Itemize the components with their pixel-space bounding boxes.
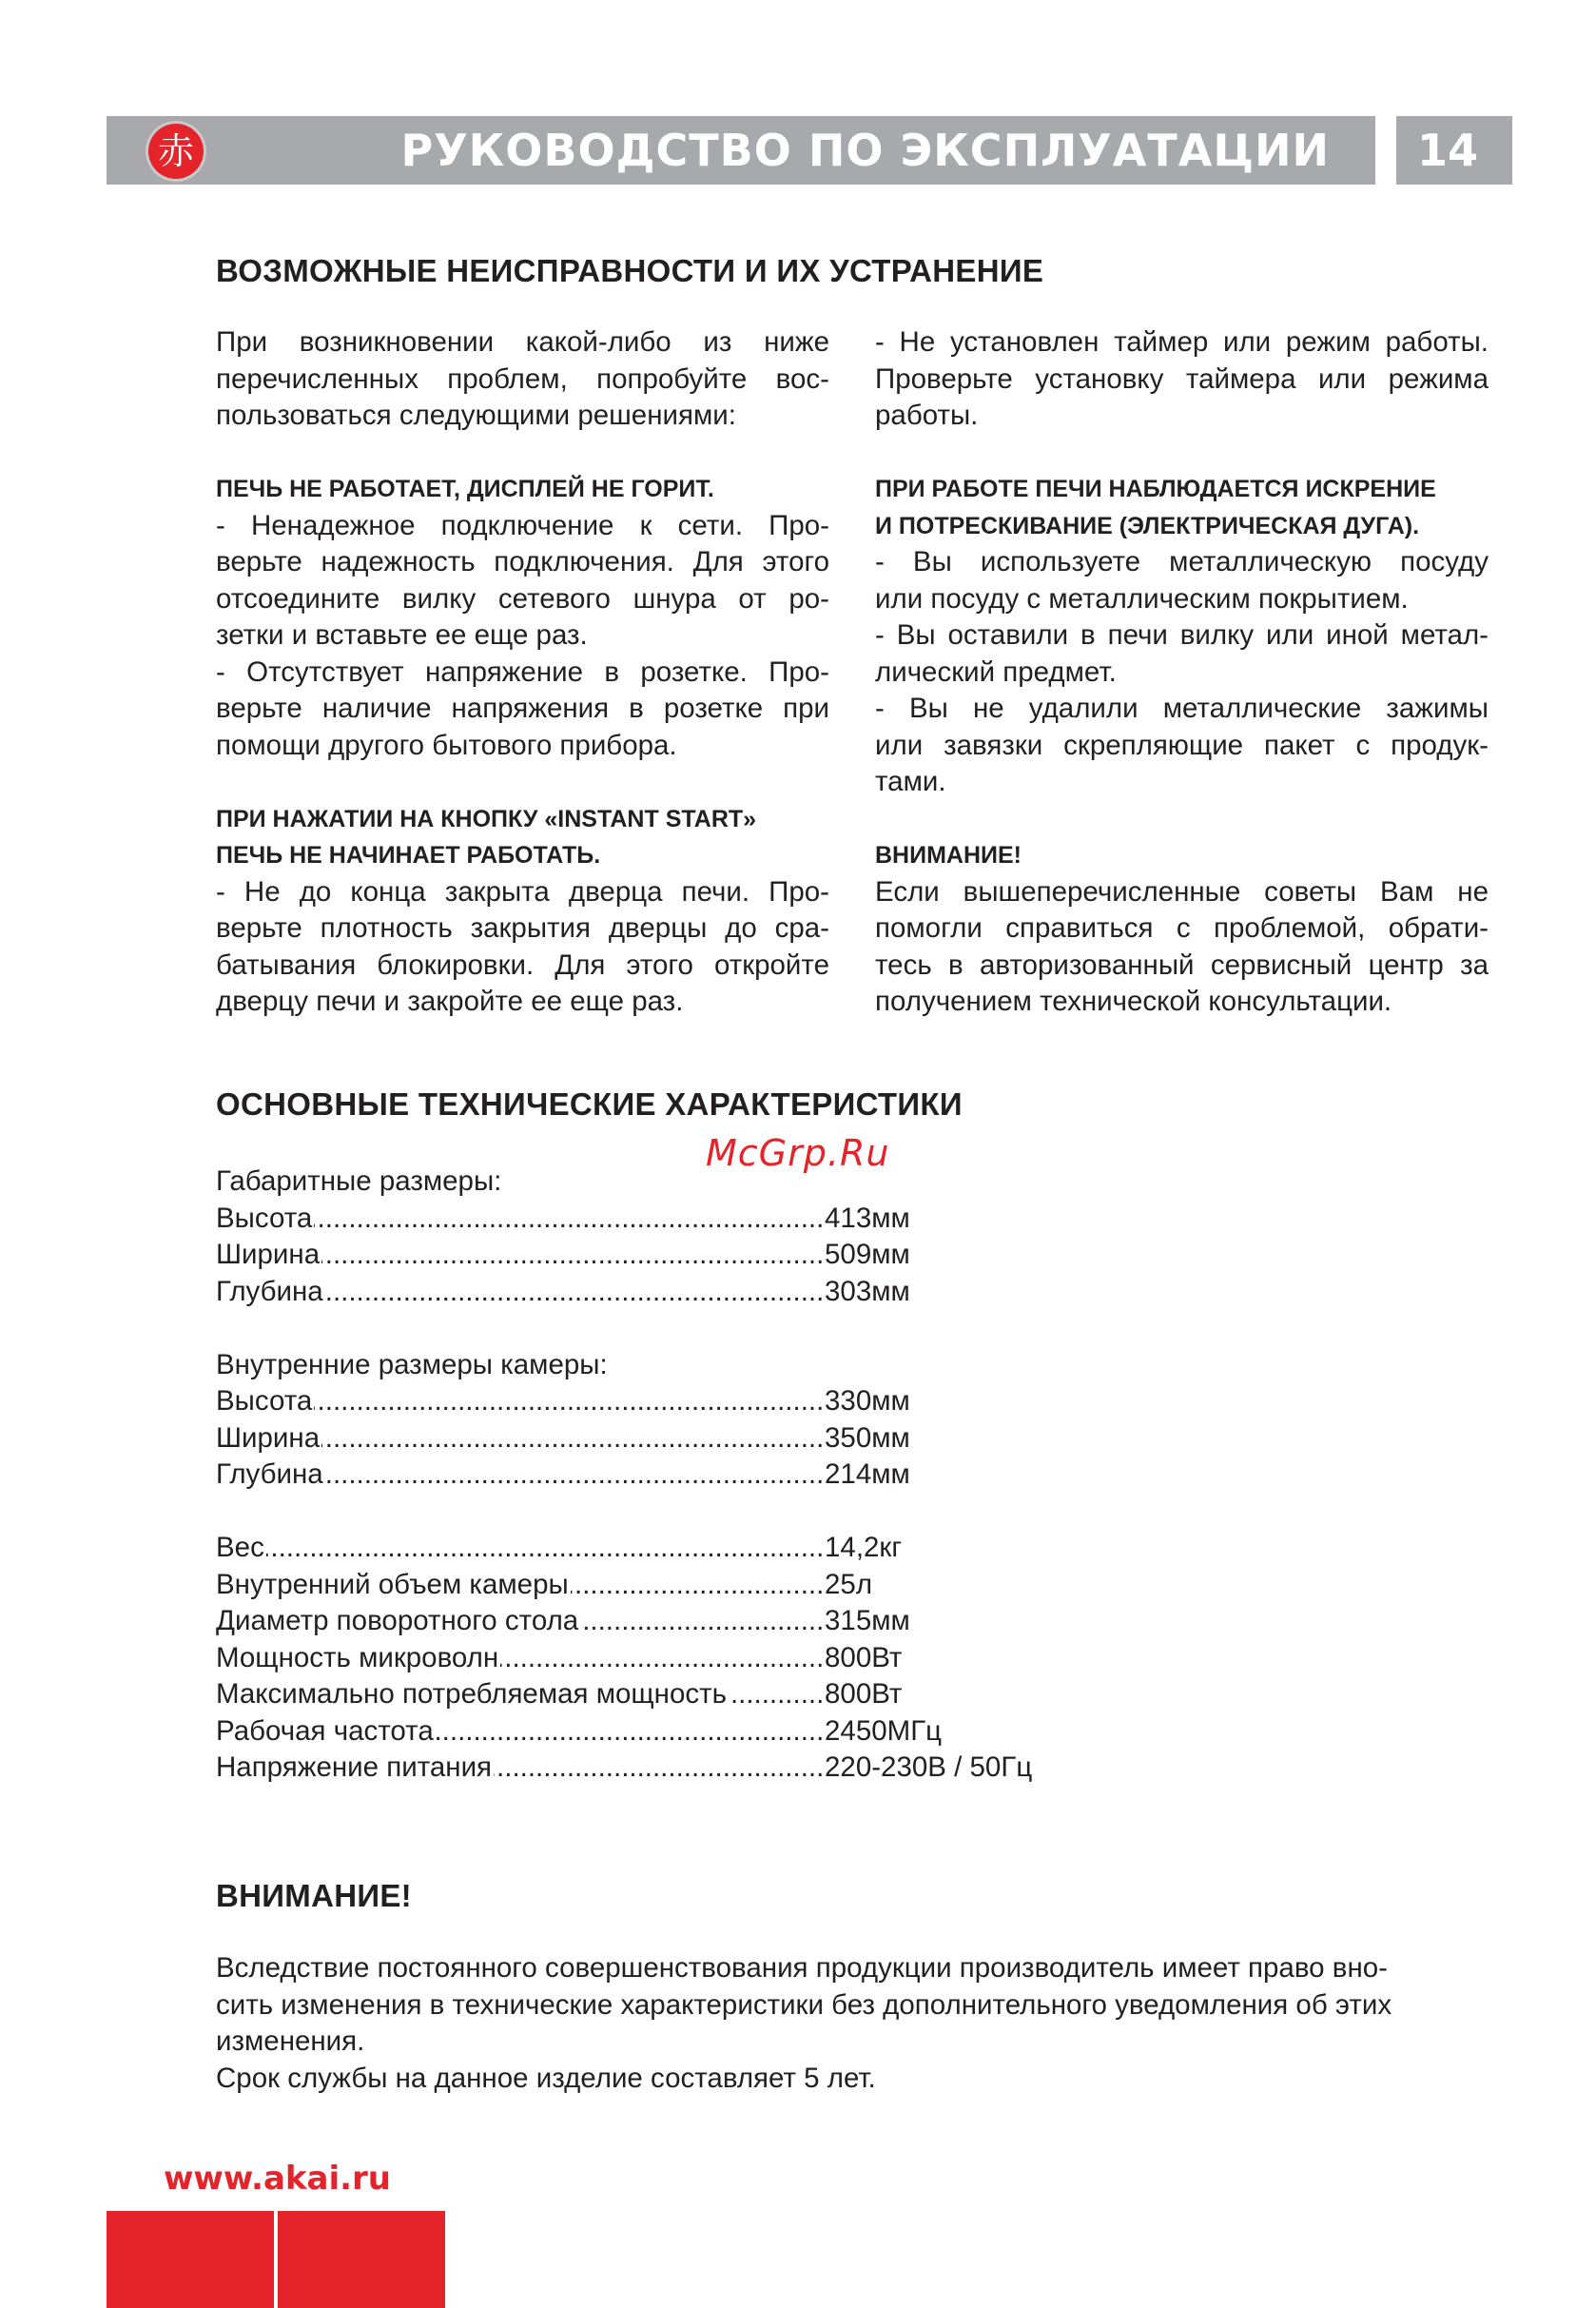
spec-value: 25л — [825, 1568, 873, 1600]
spec-value: 14,2кг — [825, 1532, 903, 1563]
problem-line: тами. — [875, 766, 946, 797]
problem-title: И ПОТРЕСКИВАНИЕ (ЭЛЕКТРИЧЕСКАЯ ДУГА). — [875, 512, 1420, 539]
notice-line: изменения. — [216, 2025, 365, 2057]
spec-label: Вес — [216, 1532, 264, 1563]
spec-label: Максимально потребляемая мощность — [216, 1678, 727, 1710]
spec-row — [216, 1567, 1072, 1604]
spec-value: 220-230В / 50Гц — [825, 1751, 1033, 1783]
warning-line: получением технической консультации. — [875, 986, 1392, 1017]
problem-line: зетки и вставьте ее еще раз. — [216, 619, 588, 651]
spec-row — [216, 1530, 1072, 1567]
troubleshooting-left-column — [216, 324, 829, 1021]
spec-row — [216, 1201, 1072, 1238]
spec-row — [216, 1237, 1072, 1274]
watermark: McGrp.Ru — [706, 1132, 890, 1174]
spec-label: Диаметр поворотного стола — [216, 1605, 579, 1636]
spec-value: 800Вт — [825, 1641, 903, 1673]
problem-title: ПРИ НАЖАТИИ НА КНОПКУ «INSTANT START» — [216, 805, 757, 832]
problem-line: - Не до конца закрыта дверца печи. Про- — [216, 875, 829, 908]
problem-line: лический предмет. — [875, 655, 1117, 688]
spec-value: 800Вт — [825, 1678, 903, 1710]
problem-line: помощи другого бытового прибора. — [216, 729, 677, 761]
intro-line: При возникновении какой-либо из ниже — [216, 326, 829, 358]
problem-line: отсоедините вилку сетевого шнура от ро- — [216, 582, 829, 615]
footer-red-block — [278, 2211, 445, 2308]
problem-line: - Вы используете металлическую посуду — [875, 546, 1489, 577]
spec-label: Ширина — [216, 1239, 321, 1270]
spec-value: 2450МГц — [825, 1714, 943, 1747]
warning-title: ВНИМАНИЕ! — [875, 842, 1022, 869]
spec-value: 509мм — [825, 1239, 910, 1270]
spec-label: Глубина — [216, 1275, 323, 1307]
website-link[interactable]: www.akai.ru — [164, 2160, 392, 2198]
problem-line: Проверьте установку таймера или режима — [875, 362, 1489, 395]
notice-title: ВНИМАНИЕ! — [216, 1878, 412, 1913]
problem-line: - Не установлен таймер или режим работы. — [875, 326, 1489, 358]
spec-row — [216, 1640, 1072, 1677]
outer-dimensions-title: Габаритные размеры: — [216, 1165, 502, 1197]
spec-row — [216, 1274, 1072, 1311]
spec-row — [216, 1676, 1072, 1713]
intro-line: перечисленных проблем, попробуйте вос- — [216, 362, 829, 395]
problem-line: - Отсутствует напряжение в розетке. Про- — [216, 655, 829, 688]
spec-label: Напряжение питания — [216, 1751, 493, 1783]
spec-label: Высота — [216, 1385, 313, 1417]
spec-row — [216, 1603, 1072, 1640]
spec-row — [216, 1457, 1072, 1494]
problem-line: или посуду с металлическим покрытием. — [875, 582, 1409, 615]
spec-leader — [216, 1530, 825, 1567]
spec-label: Высота — [216, 1202, 313, 1234]
spec-value: 330мм — [825, 1385, 910, 1417]
footer-red-block — [107, 2211, 274, 2308]
warning-line: Если вышеперечисленные советы Вам не — [875, 875, 1489, 908]
spec-label: Внутренний объем камеры — [216, 1568, 569, 1600]
problem-line: работы. — [875, 400, 979, 431]
problem-title: ПЕЧЬ НЕ НАЧИНАЕТ РАБОТАТЬ. — [216, 842, 601, 869]
brand-logo-icon: 赤 — [148, 124, 204, 179]
spec-value: 214мм — [825, 1458, 910, 1490]
problem-title: ПРИ РАБОТЕ ПЕЧИ НАБЛЮДАЕТСЯ ИСКРЕНИЕ — [875, 476, 1436, 502]
problem-line: или завязки скрепляющие пакет с продук- — [875, 729, 1489, 761]
problem-line: - Вы оставили в печи вилку или иной метал- — [875, 619, 1489, 651]
spec-row — [216, 1713, 1072, 1751]
problem-title: ПЕЧЬ НЕ РАБОТАЕТ, ДИСПЛЕЙ НЕ ГОРИТ. — [216, 476, 714, 502]
spec-label: Ширина — [216, 1421, 321, 1454]
spec-value: 303мм — [825, 1275, 910, 1307]
troubleshooting-right-column — [875, 324, 1489, 1021]
page-number-box — [1396, 116, 1512, 185]
specs-list — [216, 1164, 1072, 1787]
specs-title: ОСНОВНЫЕ ТЕХНИЧЕСКИЕ ХАРАКТЕРИСТИКИ — [216, 1086, 963, 1122]
notice-line: сить изменения в технические характеристики без дополнительного уведомления об этих — [216, 1988, 1392, 2021]
warning-line: тесь в авторизованный сервисный центр за — [875, 949, 1489, 981]
header-bar — [107, 116, 1375, 185]
spec-row — [216, 1383, 1072, 1420]
spec-value: 315мм — [825, 1605, 910, 1636]
problem-line: дверцу печи и закройте ее еще раз. — [216, 986, 684, 1017]
spec-value: 350мм — [825, 1421, 910, 1454]
problem-line: - Ненадежное подключение к сети. Про- — [216, 509, 829, 541]
inner-dimensions-title: Внутренние размеры камеры: — [216, 1348, 608, 1380]
warning-line: помогли справиться с проблемой, обрати- — [875, 912, 1489, 944]
service-life: Срок службы на данное изделие составляет 5 лет. — [216, 2062, 876, 2094]
spec-row — [216, 1750, 1072, 1787]
problem-line: - Вы не удалили металлические зажимы — [875, 693, 1489, 724]
page-number: 14 — [1417, 125, 1479, 176]
problem-line: верьте наличие напряжения в розетке при — [216, 693, 829, 724]
problem-line: верьте плотность закрытия дверцы до сра- — [216, 912, 829, 944]
intro-line: пользоваться следующими решениями: — [216, 400, 736, 431]
notice-line: Вследствие постоянного совершенствования продукции производитель имеет право вно- — [216, 1952, 1388, 1984]
spec-value: 413мм — [825, 1202, 910, 1234]
problem-line: батывания блокировки. Для этого откройте — [216, 949, 829, 981]
spec-label: Мощность микроволн — [216, 1641, 499, 1673]
notice-text — [216, 1950, 1489, 2097]
document-title: РУКОВОДСТВО ПО ЭКСПЛУАТАЦИИ — [400, 125, 1330, 176]
troubleshooting-title: ВОЗМОЖНЫЕ НЕИСПРАВНОСТИ И ИХ УСТРАНЕНИЕ — [216, 253, 1044, 288]
spec-row — [216, 1420, 1072, 1457]
spec-label: Глубина — [216, 1458, 323, 1490]
spec-label: Рабочая частота — [216, 1714, 434, 1747]
problem-line: верьте надежность подключения. Для этого — [216, 546, 829, 577]
